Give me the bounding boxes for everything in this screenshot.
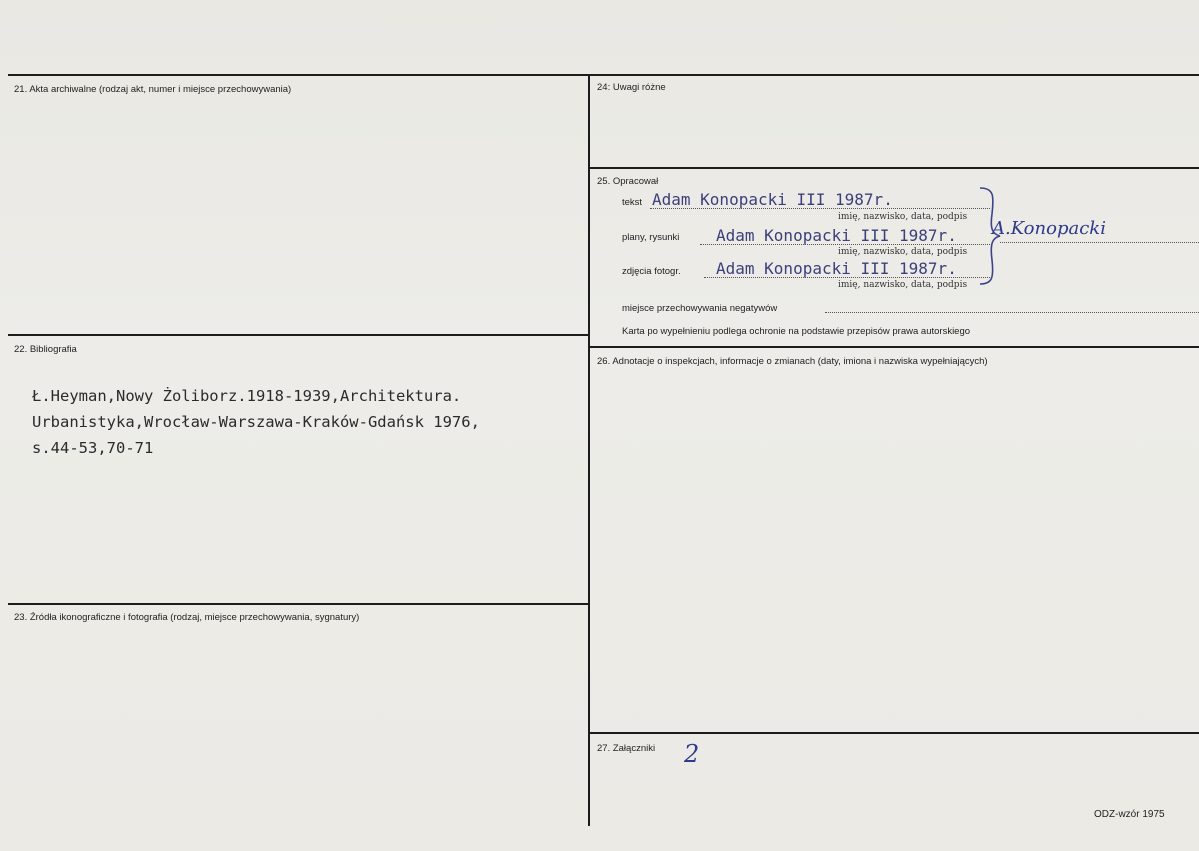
signature-dots <box>1000 242 1199 243</box>
field-zdjecia-label: zdjęcia fotogr. <box>622 266 681 277</box>
attachments-count: 2 <box>684 740 700 768</box>
top-rule <box>8 74 1199 76</box>
field-plany-label: plany, rysunki <box>622 232 680 243</box>
rule-26-27 <box>590 732 1199 734</box>
rule-25-26 <box>590 346 1199 348</box>
field-zdjecia-value: Adam Konopacki III 1987r. <box>716 259 957 278</box>
copyright-note: Karta po wypełnieniu podlega ochronie na podstawie przepisów prawa autorskiego <box>622 326 971 337</box>
field-plany-hint: imię, nazwisko, data, podpis <box>838 247 968 257</box>
section-25-label: 25. Opracował <box>597 176 659 187</box>
rule-24-25 <box>590 167 1199 169</box>
section-23-label: 23. Źródła ikonograficzne i fotografia (rodzaj, miejsce przechowywania, sygnatury) <box>14 612 360 623</box>
section-26-label: 26. Adnotacje o inspekcjach, informacje o zmianach (daty, imiona i nazwiska wypełniających) <box>597 356 988 367</box>
signature: A.Konopacki <box>992 218 1106 239</box>
bibliography-line-1: Ł.Heyman,Nowy Żoliborz.1918-1939,Architektura. <box>32 387 462 405</box>
negatives-label: miejsce przechowywania negatywów <box>622 303 778 314</box>
field-plany-value: Adam Konopacki III 1987r. <box>716 226 957 245</box>
section-21-label: 21. Akta archiwalne (rodzaj akt, numer i miejsce przechowywania) <box>14 84 292 95</box>
section-24-label: 24: Uwagi różne <box>597 82 666 93</box>
field-tekst-hint: imię, nazwisko, data, podpis <box>838 212 968 222</box>
section-22-label: 22. Bibliografia <box>14 344 77 355</box>
bibliography-line-3: s.44-53,70-71 <box>32 439 154 457</box>
rule-22-23 <box>8 603 588 605</box>
center-divider <box>588 74 590 826</box>
rule-21-22 <box>8 334 588 336</box>
section-27-label: 27. Załączniki <box>597 743 656 754</box>
field-tekst-label: tekst <box>622 197 643 208</box>
negatives-dots <box>825 312 1199 313</box>
field-tekst-value: Adam Konopacki III 1987r. <box>652 190 893 209</box>
bibliography-line-2: Urbanistyka,Wrocław-Warszawa-Kraków-Gdańsk 1976, <box>32 413 480 431</box>
field-zdjecia-hint: imię, nazwisko, data, podpis <box>838 280 968 290</box>
form-id: ODZ-wzór 1975 <box>1094 809 1165 820</box>
